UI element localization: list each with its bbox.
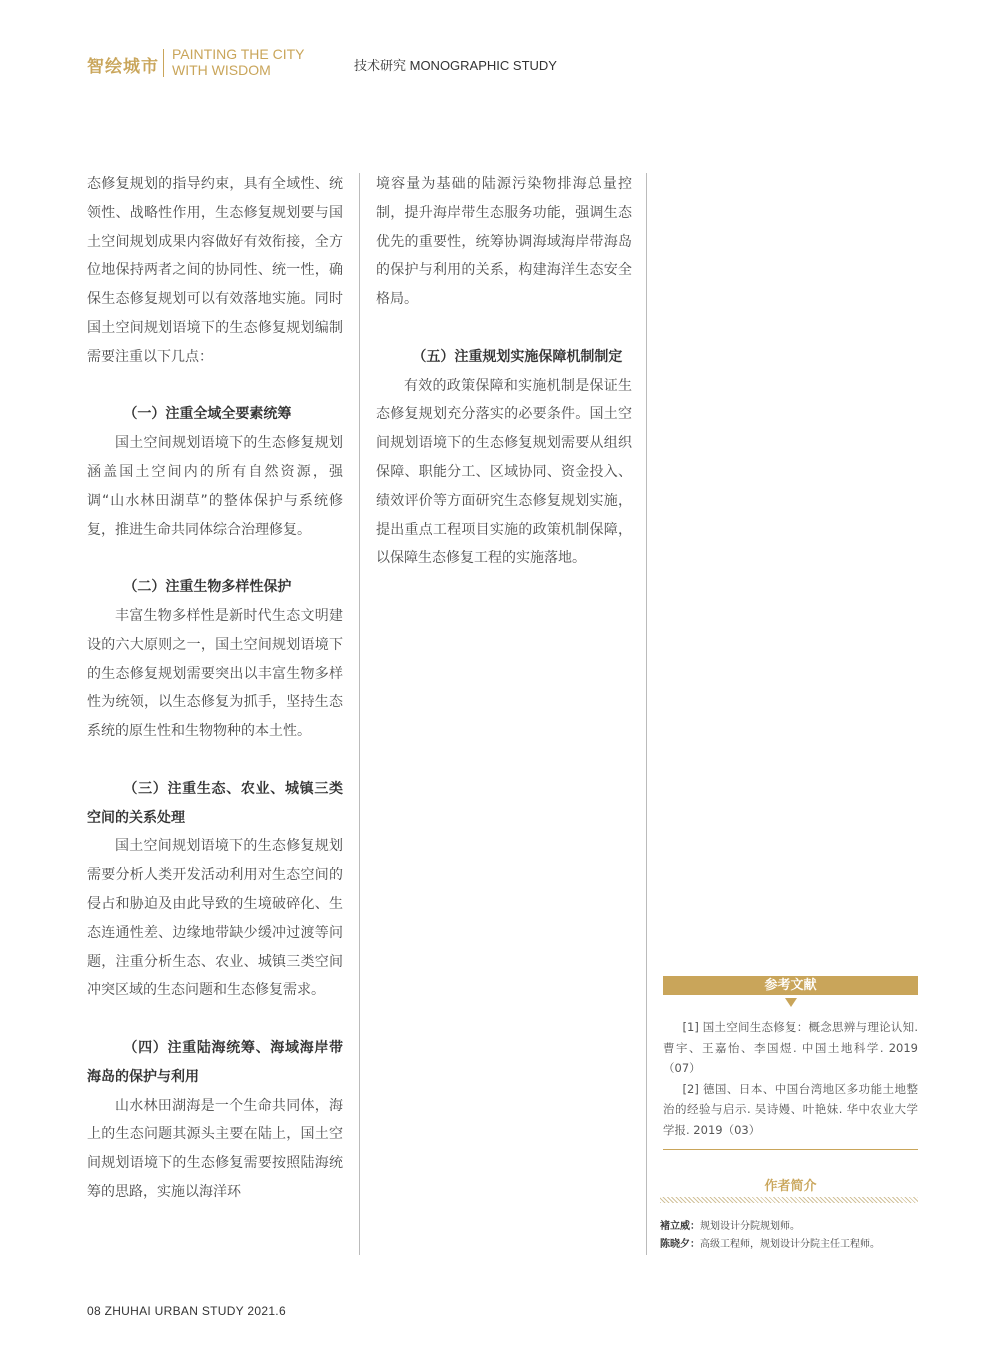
subheading: （二）注重生物多样性保护	[123, 579, 292, 596]
section-label: 技术研究 MONOGRAPHIC STUDY	[354, 58, 557, 73]
references-title: 参考文献	[663, 976, 918, 995]
paragraph: 丰富生物多样性是新时代生态文明建设的六大原则之一，国土空间规划语境下的生态修复规划需要突出以丰富生物多样性为统领，以生态修复为抓手，坚持生态系统的原生性和生物物种的本土性。	[87, 607, 343, 740]
subheading: （三）注重生态、农业、城镇三类空间的关系处理	[87, 780, 343, 826]
column-divider	[359, 173, 360, 1255]
paragraph: 有效的政策保障和实施机制是保证生态修复规划充分落实的必要条件。国土空间规划语境下的生态修复规划需要从组织保障、职能分工、区域协同、资金投入、绩效评价等方面研究生态修复规划实施，提出重点工程项目实施的政策机制保障，以保障生态修复工程的实施落地。	[376, 377, 632, 567]
paragraph: 国土空间规划语境下的生态修复规划涵盖国土空间内的所有自然资源，强调“山水林田湖草”的整体保护与系统修复，推进生命共同体综合治理修复。	[87, 435, 343, 538]
paragraph: 态修复规划的指导约束，具有全域性、统领性、战略性作用，生态修复规划要与国土空间规划成果内容做好有效衔接，全方位地保持两者之间的协同性、统一性，确保生态修复规划可以有效落地实施。同时国土空间规划语境下的生态修复规划编制需要注重以下几点：	[87, 176, 343, 365]
page-footer: 08 ZHUHAI URBAN STUDY 2021.6	[87, 1304, 286, 1318]
paragraph: 国土空间规划语境下的生态修复规划需要分析人类开发活动利用对生态空间的侵占和胁迫及由此导致的生境破碎化、生态连通性差、边缘地带缺少缓冲过渡等问题，注重分析生态、农业、城镇三类空间冲突区域的生态问题和生态修复需求。	[87, 838, 343, 999]
reference-item: [1] 国土空间生态修复：概念思辨与理论认知. 曹宇、王嘉怡、李国煜. 中国土地科学. 2019（07）	[663, 1020, 918, 1075]
author-list	[660, 1218, 930, 1254]
brand-title-en	[172, 46, 305, 78]
hatched-divider	[660, 1197, 918, 1203]
down-triangle-icon	[785, 998, 797, 1007]
text-column-middle	[376, 170, 632, 573]
author-item	[660, 1218, 930, 1236]
author-name: 褚立威：	[660, 1221, 700, 1232]
subheading: （四）注重陆海统筹、海域海岸带海岛的保护与利用	[87, 1039, 343, 1085]
references-divider	[663, 1149, 918, 1150]
author-desc: 高级工程师，规划设计分院主任工程师。	[700, 1239, 880, 1250]
column-divider	[646, 173, 647, 1255]
paragraph: 山水林田湖海是一个生命共同体，海上的生态问题其源头主要在陆上，国土空间规划语境下的生态修复需要按照陆海统筹的思路，实施以海洋环	[87, 1097, 343, 1200]
brand-title-cn: 智绘城市	[87, 57, 159, 77]
author-section-title: 作者简介	[764, 1179, 817, 1194]
author-item	[660, 1236, 930, 1254]
brand-title-en-line2: WITH WISDOM	[172, 62, 271, 78]
text-column-left	[87, 170, 343, 1207]
subheading: （一）注重全域全要素统筹	[123, 406, 292, 423]
brand-title-en-line1: PAINTING THE CITY	[172, 46, 305, 62]
author-name: 陈晓夕：	[660, 1239, 700, 1250]
subheading: （五）注重规划实施保障机制制定	[412, 348, 623, 365]
author-desc: 规划设计分院规划师。	[700, 1221, 800, 1232]
reference-item: [2] 德国、日本、中国台湾地区多功能土地整治的经验与启示. 吴诗嫚、叶艳妹. 华中农业大学学报. 2019（03）	[663, 1081, 918, 1137]
paragraph: 境容量为基础的陆源污染物排海总量控制，提升海岸带生态服务功能，强调生态优先的重要性，统筹协调海域海岸带海岛的保护与利用的关系，构建海洋生态安全格局。	[376, 176, 632, 308]
brand-divider	[163, 49, 164, 77]
references-list	[663, 1017, 918, 1140]
